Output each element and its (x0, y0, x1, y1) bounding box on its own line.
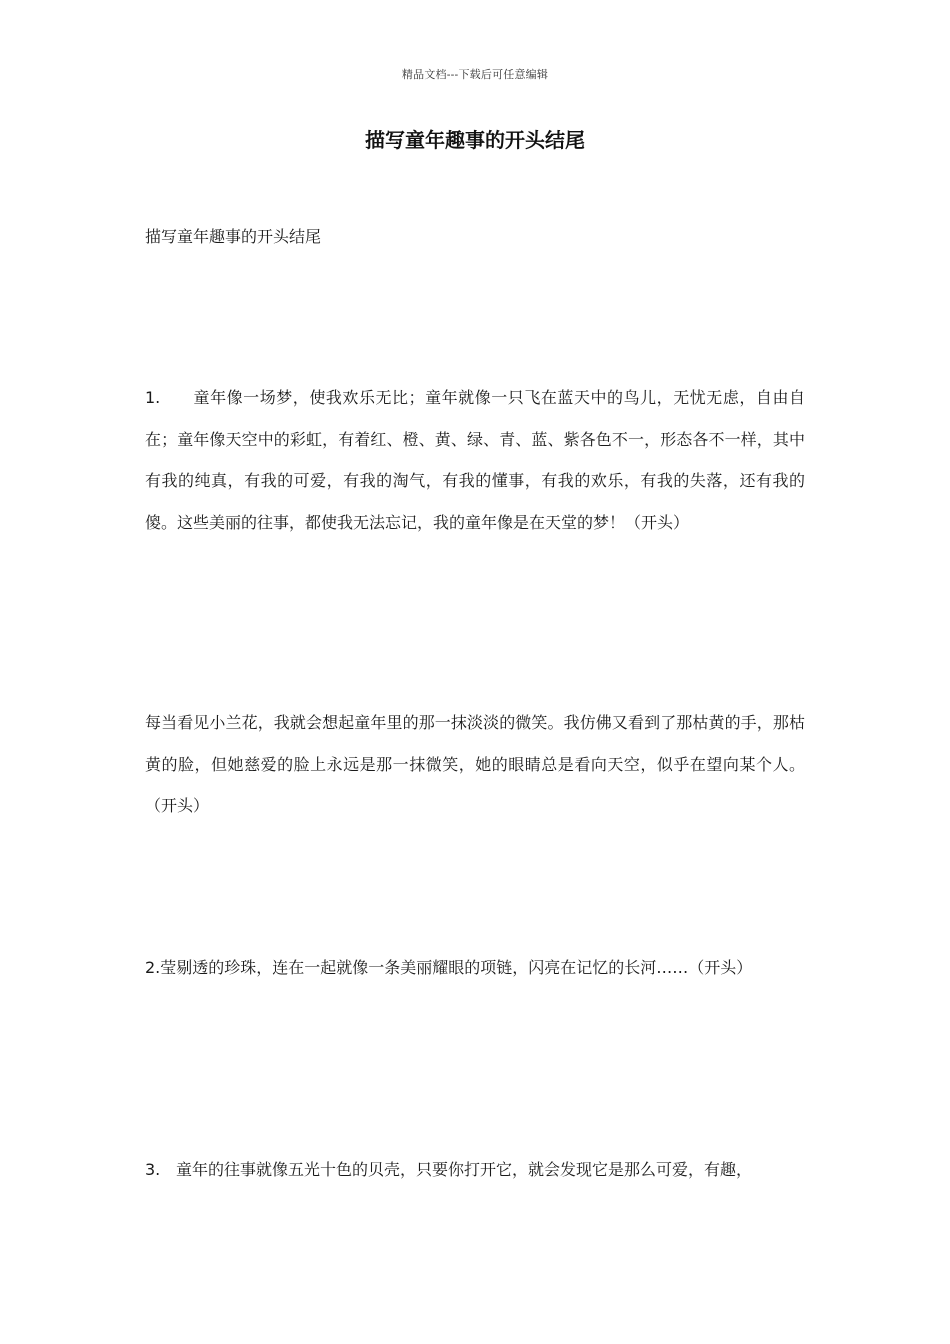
paragraph-text: 童年像一场梦，使我欢乐无比；童年就像一只飞在蓝天中的鸟儿，无忧无虑，自由自在；童年像天空中的彩虹，有着红、橙、黄、绿、青、蓝、紫各色不一，形态各不一样，其中有我的纯真，有我的可爱，有我的淘气，有我的懂事，有我的欢乐，有我的失落，还有我的傻。这些美丽的往事，都使我无法忘记，我的童年像是在天堂的梦！（开头） (145, 388, 805, 532)
paragraph-text: 每当看见小兰花，我就会想起童年里的那一抹淡淡的微笑。我仿佛又看到了那枯黄的手，那枯黄的脸，但她慈爱的脸上永远是那一抹微笑，她的眼睛总是看向天空，似乎在望向某个人。（开头） (145, 713, 805, 815)
paragraph-text: 童年的往事就像五光十色的贝壳，只要你打开它，就会发现它是那么可爱，有趣， (176, 1160, 753, 1179)
header-note: 精品文档---下载后可任意编辑 (401, 68, 549, 81)
paragraph-text: 2.莹剔透的珍珠，连在一起就像一条美丽耀眼的项链，闪亮在记忆的长河……（开头） (145, 958, 753, 977)
paragraph-number: 3. (145, 1160, 161, 1179)
paragraph-2 (145, 702, 805, 827)
paragraph-1 (145, 377, 805, 543)
paragraph-number: 1. (145, 388, 161, 407)
paragraph-3 (145, 947, 805, 989)
page-title: 描写童年趣事的开头结尾 (365, 128, 585, 152)
paragraph-4 (145, 1149, 805, 1191)
document-subtitle: 描写童年趣事的开头结尾 (145, 227, 322, 246)
